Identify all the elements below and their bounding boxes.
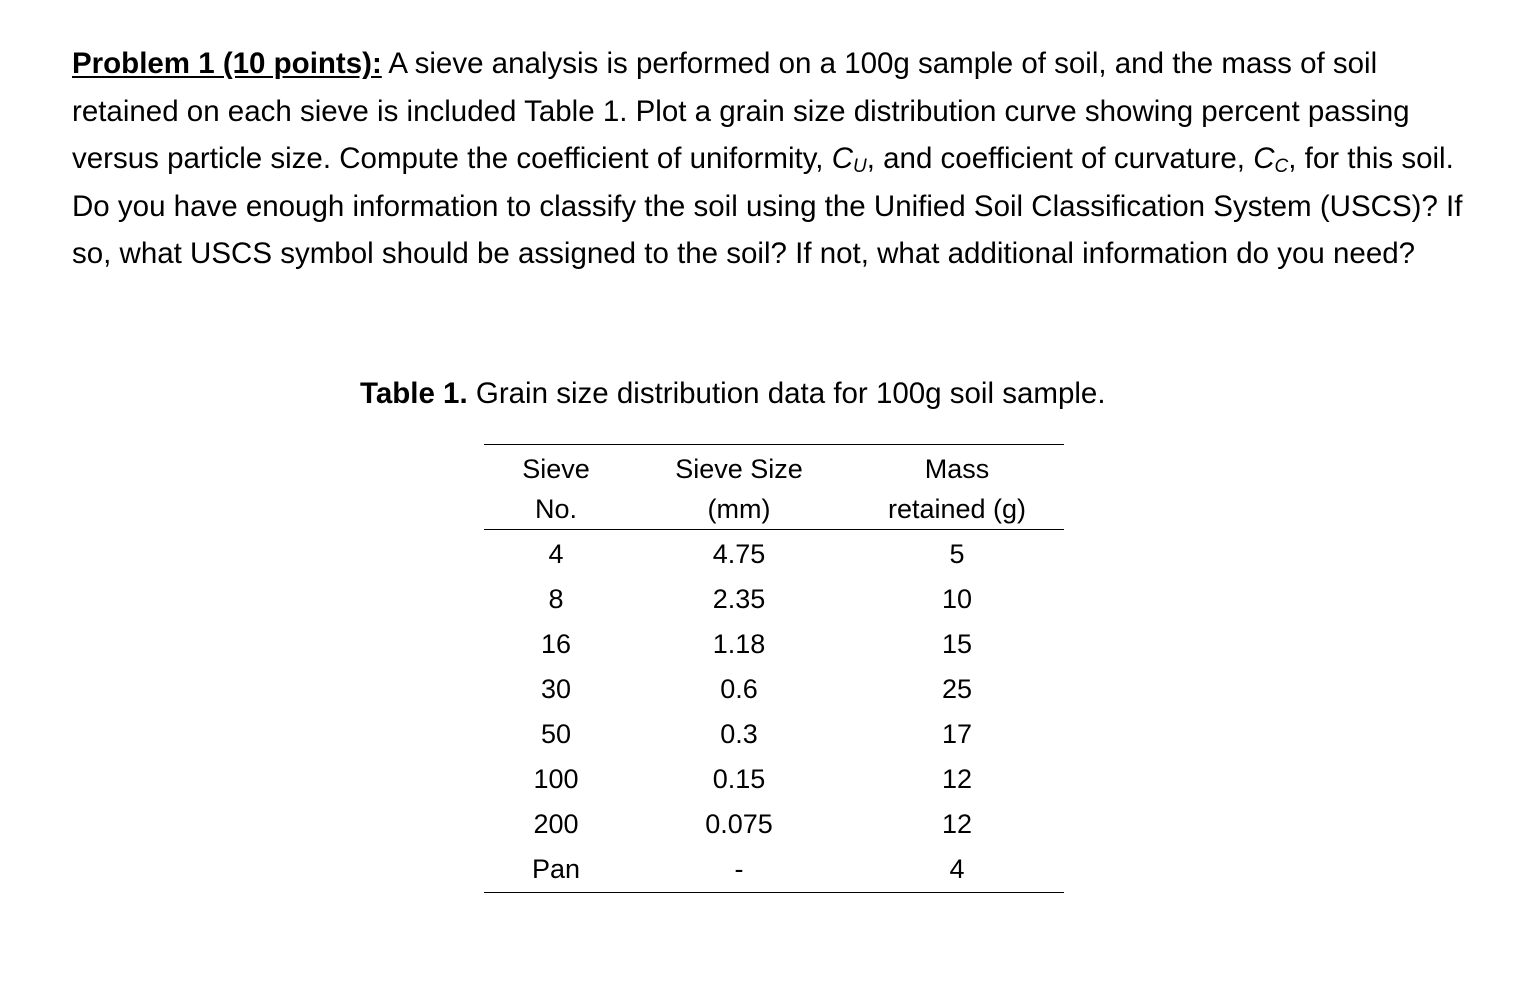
cell-sieve-no: 50 <box>540 719 572 749</box>
cell-mass-retained: 15 <box>941 629 973 659</box>
table-row <box>484 802 1064 847</box>
problem-text-part1: A sieve analysis is performed on a 100g sample of soil, and the mass of soil retained on each sieve is included Table 1. Plot a grain size distribution curve showing percent passing versus particle size. Compute the coefficient of uniformity, <box>72 47 1410 175</box>
cu-subscript: U <box>853 156 867 177</box>
cu-symbol: $C_U$ <box>831 142 867 177</box>
table-row <box>484 577 1064 622</box>
problem-text-part2: , and coefficient of curvature, <box>866 142 1254 175</box>
header-sieve-no-line2: No. <box>534 494 578 524</box>
cell-mass-retained: 4 <box>949 854 965 884</box>
problem-text-part3: , for this soil. Do you have enough information to classify the soil using the Unified Soil Classification System (USCS)? If so, what USCS symbol should be assigned to the soil? If not, what additional information do you need? <box>72 142 1463 270</box>
cell-sieve-size: 0.6 <box>720 674 758 704</box>
table-caption-label: Table 1. <box>360 377 468 410</box>
cell-sieve-size: 4.75 <box>712 539 766 569</box>
header-mass-line2: retained (g) <box>887 494 1027 524</box>
cc-symbol: $C_C$ <box>1253 142 1289 177</box>
cell-sieve-no: Pan <box>531 854 581 884</box>
cell-sieve-no: 8 <box>548 584 564 614</box>
cc-subscript: C <box>1274 156 1289 177</box>
cell-sieve-no: 4 <box>548 539 564 569</box>
cell-sieve-size: 1.18 <box>712 629 766 659</box>
cell-sieve-no: 200 <box>533 809 579 839</box>
table-row <box>484 757 1064 802</box>
header-sieve-size-line2: (mm) <box>707 494 771 524</box>
cell-mass-retained: 5 <box>949 539 965 569</box>
table-body <box>484 530 1064 893</box>
header-sieve-size-line1: Sieve Size <box>675 454 803 484</box>
cell-sieve-size: 0.075 <box>705 809 773 839</box>
table-caption-text: Grain size distribution data for 100g soil sample. <box>467 377 1106 410</box>
cell-sieve-size: 2.35 <box>712 584 766 614</box>
cell-sieve-no: 100 <box>533 764 579 794</box>
table-row <box>484 622 1064 667</box>
table-caption <box>360 372 1106 416</box>
cell-sieve-size: 0.15 <box>712 764 766 794</box>
header-mass-line1: Mass <box>924 454 990 484</box>
table-row <box>484 712 1064 757</box>
cell-mass-retained: 12 <box>941 809 973 839</box>
grain-size-table <box>484 444 1064 893</box>
table-row <box>484 847 1064 893</box>
cell-sieve-no: 30 <box>540 674 572 704</box>
table-row <box>484 667 1064 712</box>
header-sieve-no-line1: Sieve <box>522 454 590 484</box>
table-header <box>484 445 1064 530</box>
table-row <box>484 530 1064 578</box>
cell-mass-retained: 12 <box>941 764 973 794</box>
cell-sieve-size: 0.3 <box>720 719 758 749</box>
cell-sieve-size: - <box>734 854 744 884</box>
cell-mass-retained: 25 <box>941 674 973 704</box>
problem-title: Problem 1 (10 points): <box>72 47 382 80</box>
cell-mass-retained: 17 <box>941 719 973 749</box>
cell-sieve-no: 16 <box>540 629 572 659</box>
problem-statement <box>72 40 1472 278</box>
cell-mass-retained: 10 <box>941 584 973 614</box>
